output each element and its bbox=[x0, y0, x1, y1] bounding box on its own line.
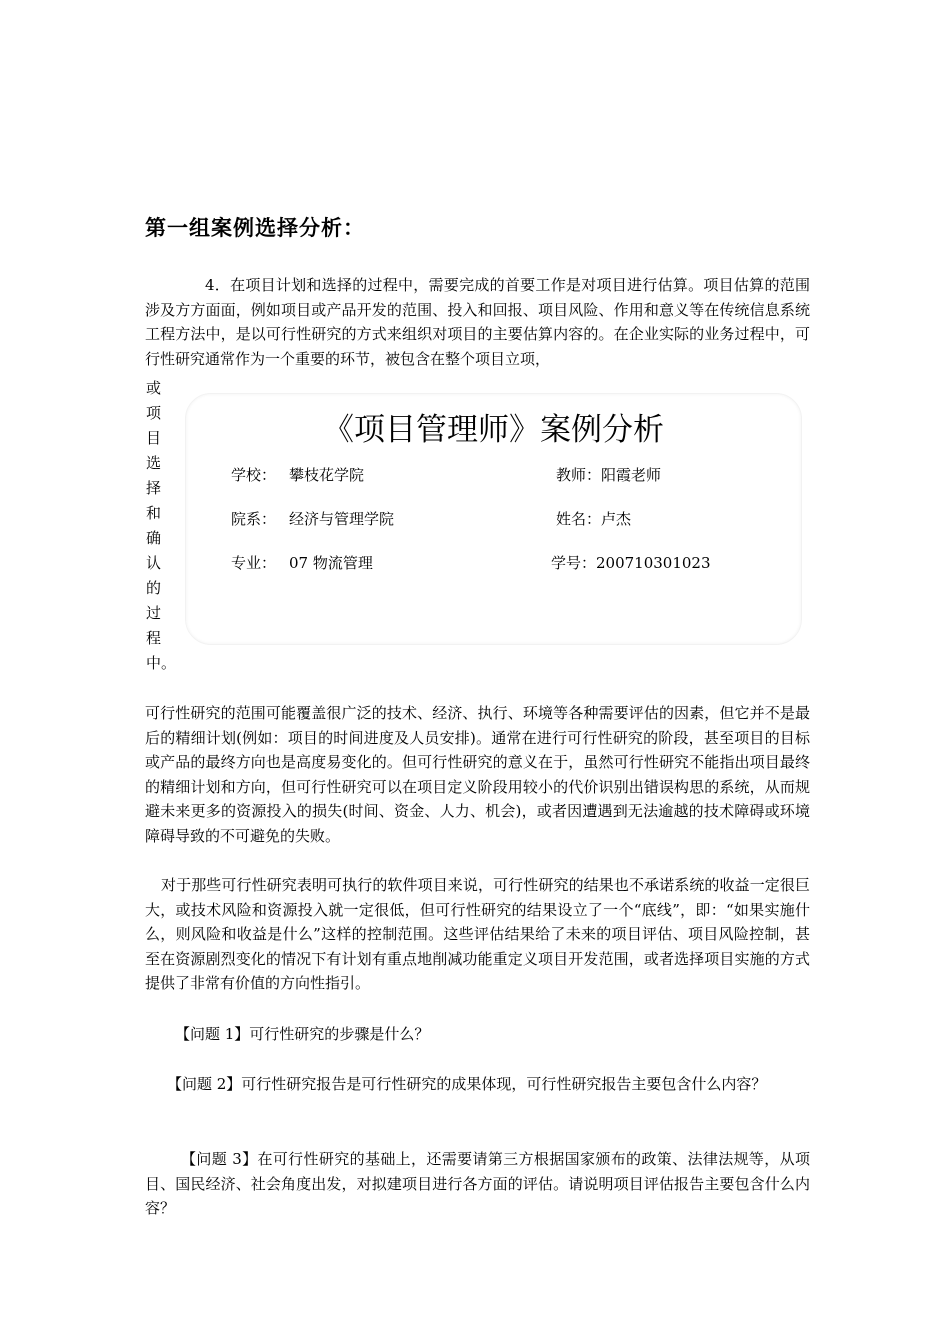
intro-paragraph: 4．在项目计划和选择的过程中，需要完成的首要工作是对项目进行估算。项目估算的范围涉及方方面面，例如项目或产品开发的范围、投入和回报、项目风险、作用和意义等在传统信息系统工程方法中，是以可行性研究的方式来组织对项目的主要估算内容的。在企业实际的业务过程中，可行性研究通常作为一个重要的环节，被包含在整个项目立项， bbox=[145, 276, 810, 368]
teacher-field: 教师：阳霞老师 bbox=[556, 466, 662, 484]
major-value: 07 物流管理 bbox=[289, 554, 373, 572]
vertical-text-column bbox=[146, 376, 177, 676]
vertical-char: 选 bbox=[146, 454, 162, 472]
student-id-field: 学号：200710301023 bbox=[551, 554, 711, 572]
major-label: 专业： bbox=[231, 554, 277, 572]
vertical-char: 认 bbox=[146, 554, 162, 572]
vertical-char: 确 bbox=[146, 529, 162, 547]
question-2: 【问题 2】可行性研究报告是可行性研究的成果体现，可行性研究报告主要包含什么内容？ bbox=[167, 1075, 767, 1093]
question-3: 【问题 3】在可行性研究的基础上，还需要请第三方根据国家颁布的政策、法律法规等，从项目、国民经济、社会角度出发，对拟建项目进行各方面的评估。请说明项目评估报告主要包含什么内容？ bbox=[145, 1150, 810, 1217]
vertical-char: 的 bbox=[146, 579, 162, 597]
section-heading: 第一组案例选择分析： bbox=[145, 216, 365, 240]
school-value: 攀枝花学院 bbox=[289, 466, 365, 484]
vertical-char: 过 bbox=[146, 604, 162, 622]
cover-title: 《项目管理师》案例分析 bbox=[323, 412, 664, 448]
paragraph-feasibility-results: 对于那些可行性研究表明可执行的软件项目来说，可行性研究的结果也不承诺系统的收益一定很巨大，或技术风险和资源投入就一定很低，但可行性研究的结果设立了一个“底线”，即：“如果实施什么，则风险和收益是什么”这样的控制范围。这些评估结果给了未来的项目评估、项目风险控制，甚至在资源剧烈变化的情况下有计划有重点地削减功能重定义项目开发范围，或者选择项目实施的方式提供了非常有价值的方向性指引。 bbox=[145, 876, 810, 992]
dept-label: 院系： bbox=[231, 510, 277, 528]
vertical-char: 目 bbox=[146, 429, 162, 447]
vertical-char: 择 bbox=[146, 479, 162, 497]
vertical-char: 和 bbox=[146, 504, 162, 522]
question-1: 【问题 1】可行性研究的步骤是什么？ bbox=[175, 1025, 430, 1043]
vertical-char: 项 bbox=[146, 404, 162, 422]
cover-box bbox=[185, 393, 802, 645]
vertical-char: 中。 bbox=[146, 654, 177, 672]
name-field: 姓名：卢杰 bbox=[556, 510, 632, 528]
vertical-char: 或 bbox=[146, 379, 162, 397]
vertical-char: 程 bbox=[146, 629, 162, 647]
school-label: 学校： bbox=[231, 466, 277, 484]
paragraph-feasibility-scope: 可行性研究的范围可能覆盖很广泛的技术、经济、执行、环境等各种需要评估的因素，但它并不是最后的精细计划(例如：项目的时间进度及人员安排)。通常在进行可行性研究的阶段，甚至项目的目标或产品的最终方向也是高度易变化的。但可行性研究的意义在于，虽然可行性研究不能指出项目最终的精细计划和方向，但可行性研究可以在项目定义阶段用较小的代价识别出错误构思的系统，从而规避未来更多的资源投入的损失(时间、资金、人力、机会)，或者因遭遇到无法逾越的技术障碍或环境障碍导致的不可避免的失败。 bbox=[145, 704, 810, 845]
dept-value: 经济与管理学院 bbox=[289, 510, 395, 528]
